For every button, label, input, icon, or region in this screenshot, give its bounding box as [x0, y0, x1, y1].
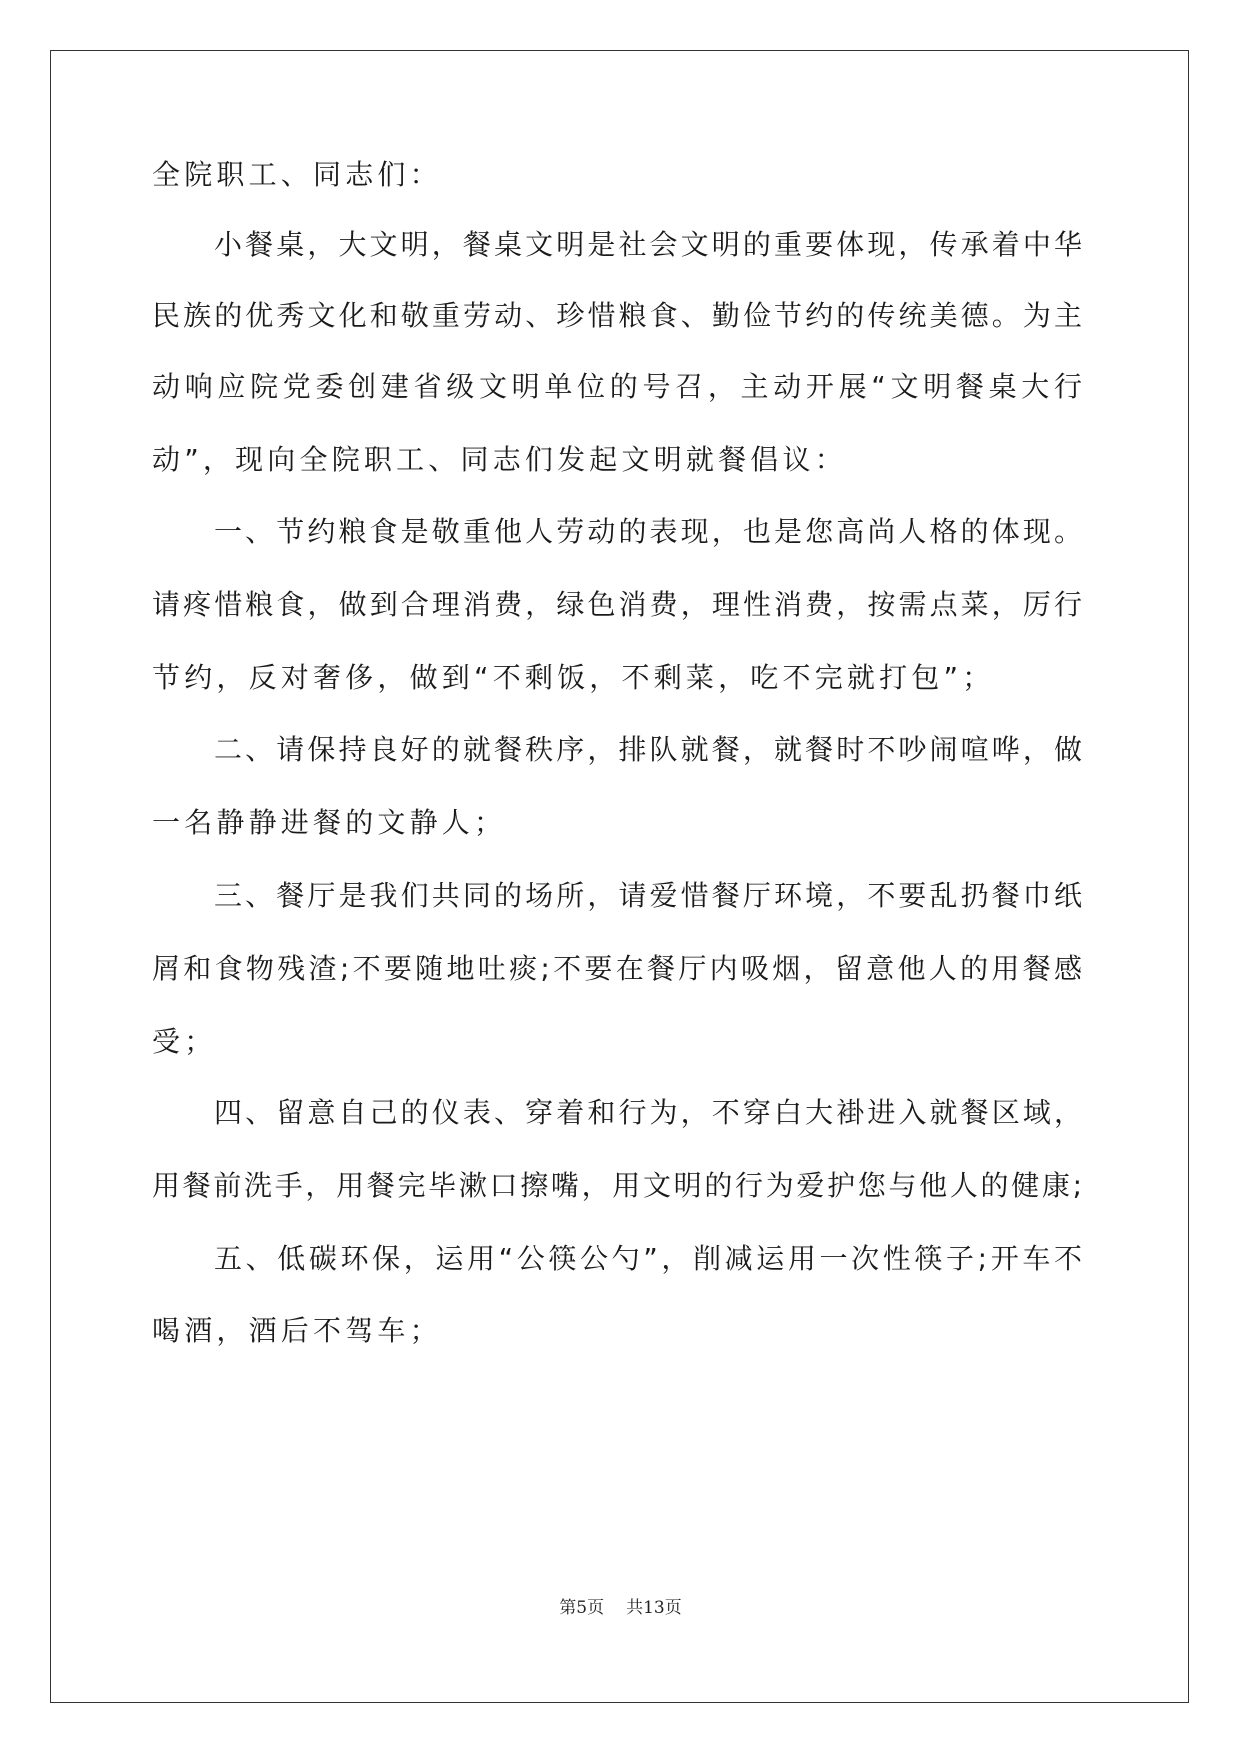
page-number-label: 第5页	[559, 1598, 605, 1618]
paragraph-intro-line-1: 小餐桌，大文明，餐桌文明是社会文明的重要体现，传承着中华	[214, 228, 1082, 261]
item-three-line-3: 受；	[152, 1025, 217, 1058]
item-four-line-1: 四、留意自己的仪表、穿着和行为，不穿白大褂进入就餐区域，	[214, 1096, 1082, 1129]
paragraph-intro-line-4: 动”，现向全院职工、同志们发起文明就餐倡议：	[152, 443, 847, 476]
item-five-line-1: 五、低碳环保，运用“公筷公勺”，削减运用一次性筷子;开车不	[214, 1242, 1082, 1275]
item-one-line-1: 一、节约粮食是敬重他人劳动的表现，也是您高尚人格的体现。	[214, 515, 1082, 548]
item-two-line-1: 二、请保持良好的就餐秩序，排队就餐，就餐时不吵闹喧哗，做	[214, 733, 1082, 766]
item-three-line-1: 三、餐厅是我们共同的场所，请爱惜餐厅环境，不要乱扔餐巾纸	[214, 879, 1082, 912]
item-two-line-2: 一名静静进餐的文静人；	[152, 806, 507, 839]
item-one-line-3: 节约，反对奢侈，做到“不剩饭，不剩菜，吃不完就打包”；	[152, 661, 995, 694]
page-total-label: 共13页	[626, 1598, 682, 1618]
item-five-line-2: 喝酒，酒后不驾车；	[152, 1314, 442, 1347]
paragraph-intro-line-2: 民族的优秀文化和敬重劳动、珍惜粮食、勤俭节约的传统美德。为主	[152, 299, 1082, 332]
page-footer	[0, 1596, 1241, 1620]
item-three-line-2: 屑和食物残渣;不要随地吐痰;不要在餐厅内吸烟，留意他人的用餐感	[152, 952, 1082, 985]
item-one-line-2: 请疼惜粮食，做到合理消费，绿色消费，理性消费，按需点菜，厉行	[152, 588, 1082, 621]
item-four-line-2: 用餐前洗手，用餐完毕漱口擦嘴，用文明的行为爱护您与他人的健康;	[152, 1169, 1082, 1202]
paragraph-intro-line-3: 动响应院党委创建省级文明单位的号召，主动开展“文明餐桌大行	[152, 370, 1082, 403]
salutation-line: 全院职工、同志们：	[152, 158, 442, 191]
